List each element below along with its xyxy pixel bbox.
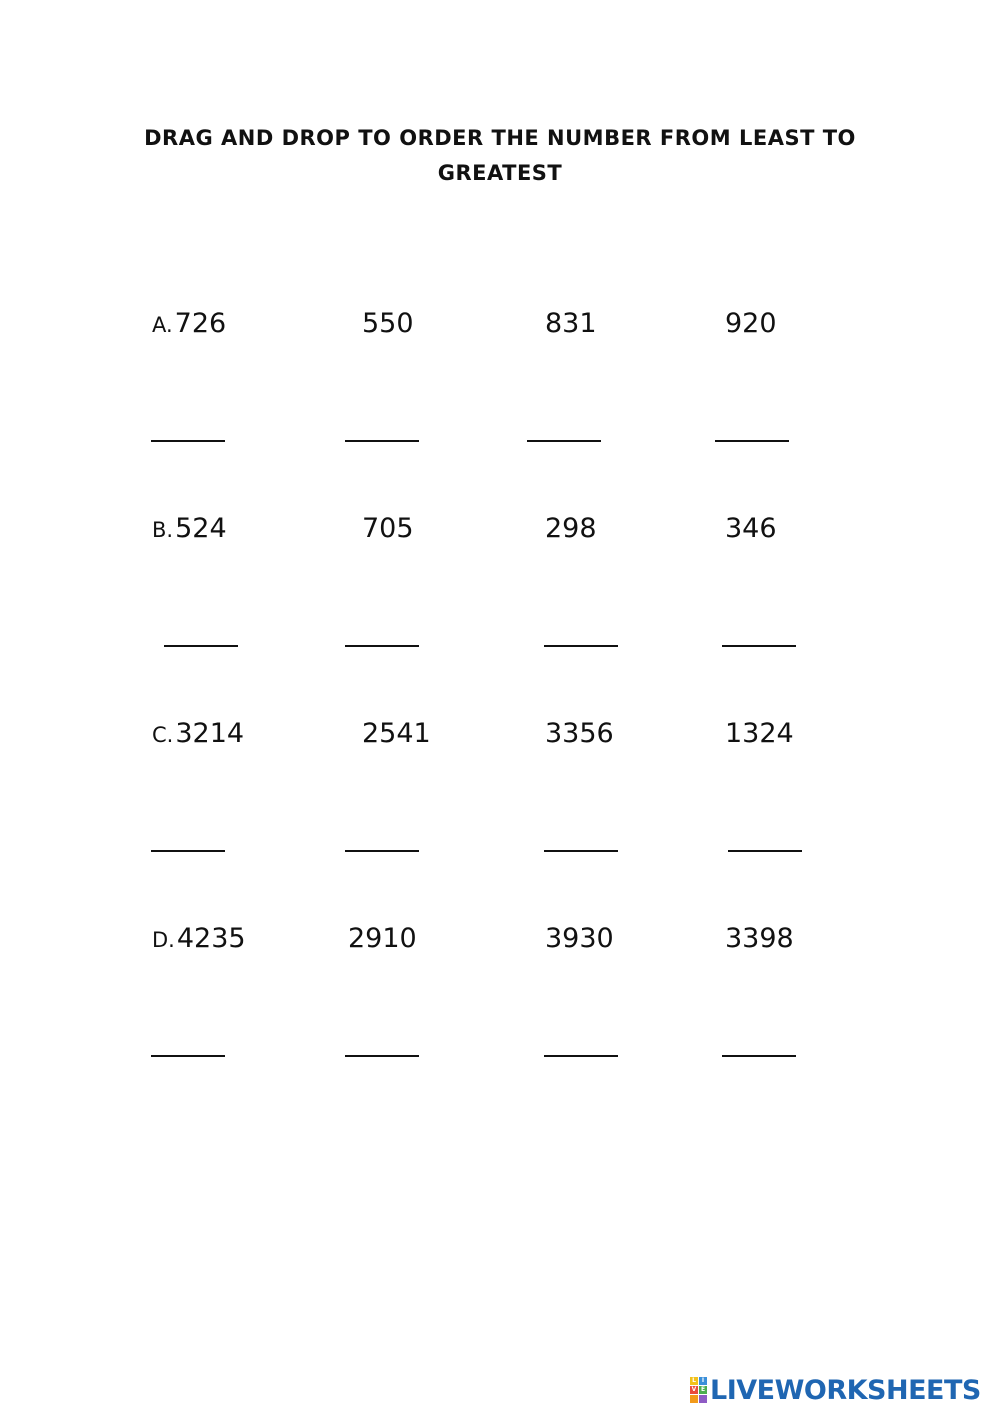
row-c-number-4: 1324 [725,718,794,749]
row-d-answer-slot-4[interactable] [722,1033,796,1057]
row-b-answer-slot-3[interactable] [544,623,618,647]
liveworksheets-logo [690,1374,981,1406]
liveworksheets-logo-text: LIVEWORKSHEETS [710,1374,981,1406]
row-c-letter: C. [152,723,174,747]
row-c-answer-slot-2[interactable] [345,828,419,852]
row-c-number-3: 3356 [545,718,614,749]
row-a-number-3: 831 [545,308,597,339]
row-a-number-1: A.726 [152,308,227,339]
row-b-number-3: 298 [545,513,597,544]
row-c-answer-slot-3[interactable] [544,828,618,852]
row-a-answer-slot-4[interactable] [715,418,789,442]
row-d-answer-slot-1[interactable] [151,1033,225,1057]
row-d-number-2: 2910 [348,923,417,954]
row-a-answer-slot-3[interactable] [527,418,601,442]
row-c-answer-slot-1[interactable] [151,828,225,852]
instruction-title-line-1: DRAG AND DROP TO ORDER THE NUMBER FROM LEAST TO [144,126,856,150]
row-d-letter: D. [152,928,175,952]
row-b-answer-slot-4[interactable] [722,623,796,647]
row-b-number-2: 705 [362,513,414,544]
liveworksheets-logo-icon: L I V E [690,1377,707,1403]
instruction-title-line-2: GREATEST [437,161,563,185]
row-c-number-1: C.3214 [152,718,245,749]
row-d-number-4: 3398 [725,923,794,954]
row-a-number-4: 920 [725,308,777,339]
row-c-answer-slot-4[interactable] [728,828,802,852]
row-b-number-1: B.524 [152,513,227,544]
row-d-number-1: D.4235 [152,923,246,954]
row-b-answer-slot-2[interactable] [345,623,419,647]
row-b-number-4: 346 [725,513,777,544]
row-d-number-3: 3930 [545,923,614,954]
row-c-number-2: 2541 [362,718,431,749]
row-d-answer-slot-2[interactable] [345,1033,419,1057]
row-b-letter: B. [152,518,174,542]
row-a-number-2: 550 [362,308,414,339]
row-a-answer-slot-1[interactable] [151,418,225,442]
row-a-answer-slot-2[interactable] [345,418,419,442]
row-a-letter: A. [152,313,173,337]
row-d-answer-slot-3[interactable] [544,1033,618,1057]
row-b-answer-slot-1[interactable] [164,623,238,647]
